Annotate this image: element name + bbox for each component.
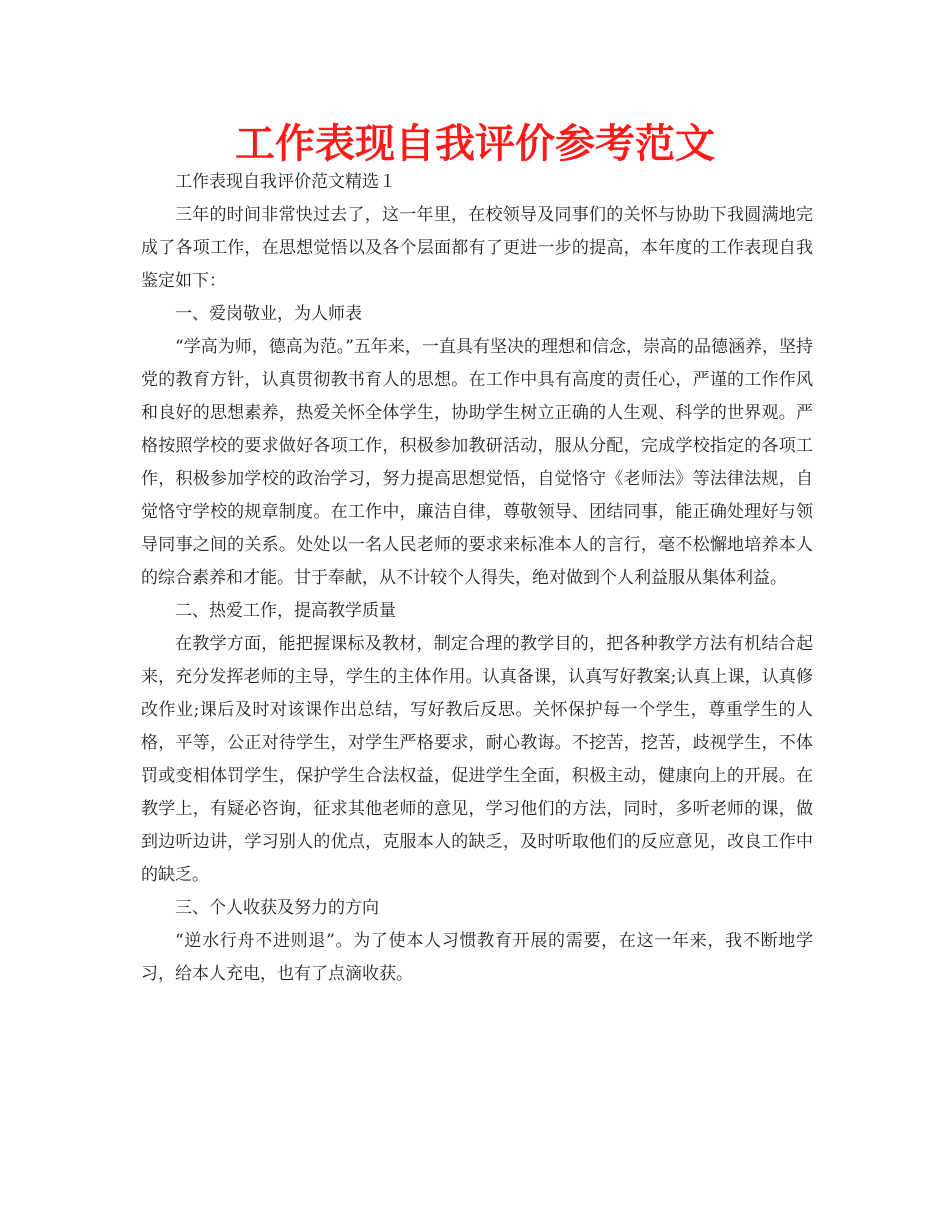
- section-heading-3: 三、个人收获及努力的方向: [175, 898, 379, 918]
- document-title: 工作表现自我评价参考范文: [235, 120, 715, 167]
- paragraph-intro: 三年的时间非常快过去了，这一年里，在校领导及同事们的关怀与协助下我圆满地完成了各项工作，在思想觉悟以及各个层面都有了更进一步的提高，本年度的工作表现自我鉴定如下：: [141, 205, 813, 291]
- section-heading-2: 二、热爱工作，提高教学质量: [175, 601, 396, 621]
- document-body: [141, 166, 813, 991]
- paragraph-section-2: 在教学方面，能把握课标及教材，制定合理的教学目的，把各种教学方法有机结合起来，充分发挥老师的主导，学生的主体作用。认真备课，认真写好教案;认真上课，认真修改作业;课后及时对该课作出总结，写好教后反思。关怀保护每一个学生，尊重学生的人格，平等，公正对待学生，对学生严格要求，耐心教诲。不挖苦，挖苦，歧视学生，不体罚或变相体罚学生，保护学生合法权益，促进学生全面，积极主动，健康向上的开展。在教学上，有疑必咨询，征求其他老师的意见，学习他们的方法，同时，多听老师的课，做到边听边讲，学习别人的优点，克服本人的缺乏，及时听取他们的反应意见，改良工作中的缺乏。: [141, 634, 813, 885]
- paragraph-section-3: “逆水行舟不进则退”。为了使本人习惯教育开展的需要，在这一年来，我不断地学习，给本人充电，也有了点滴收获。: [141, 931, 813, 984]
- document-subtitle: 工作表现自我评价范文精选１: [175, 172, 396, 192]
- paragraph-section-1: “学高为师，德高为范。”五年来，一直具有坚决的理想和信念，崇高的品德涵养，坚持党的教育方针，认真贯彻教书育人的思想。在工作中具有高度的责任心，严谨的工作作风和良好的思想素养，热爱关怀全体学生，协助学生树立正确的人生观、科学的世界观。严格按照学校的要求做好各项工作，积极参加教研活动，服从分配，完成学校指定的各项工作，积极参加学校的政治学习，努力提高思想觉悟，自觉恪守《老师法》等法律法规，自觉恪守学校的规章制度。在工作中，廉洁自律，尊敬领导、团结同事，能正确处理好与领导同事之间的关系。处处以一名人民老师的要求来标准本人的言行，毫不松懈地培养本人的综合素养和才能。甘于奉献，从不计较个人得失，绝对做到个人利益服从集体利益。: [141, 337, 813, 588]
- section-heading-1: 一、爱岗敬业，为人师表: [175, 304, 362, 324]
